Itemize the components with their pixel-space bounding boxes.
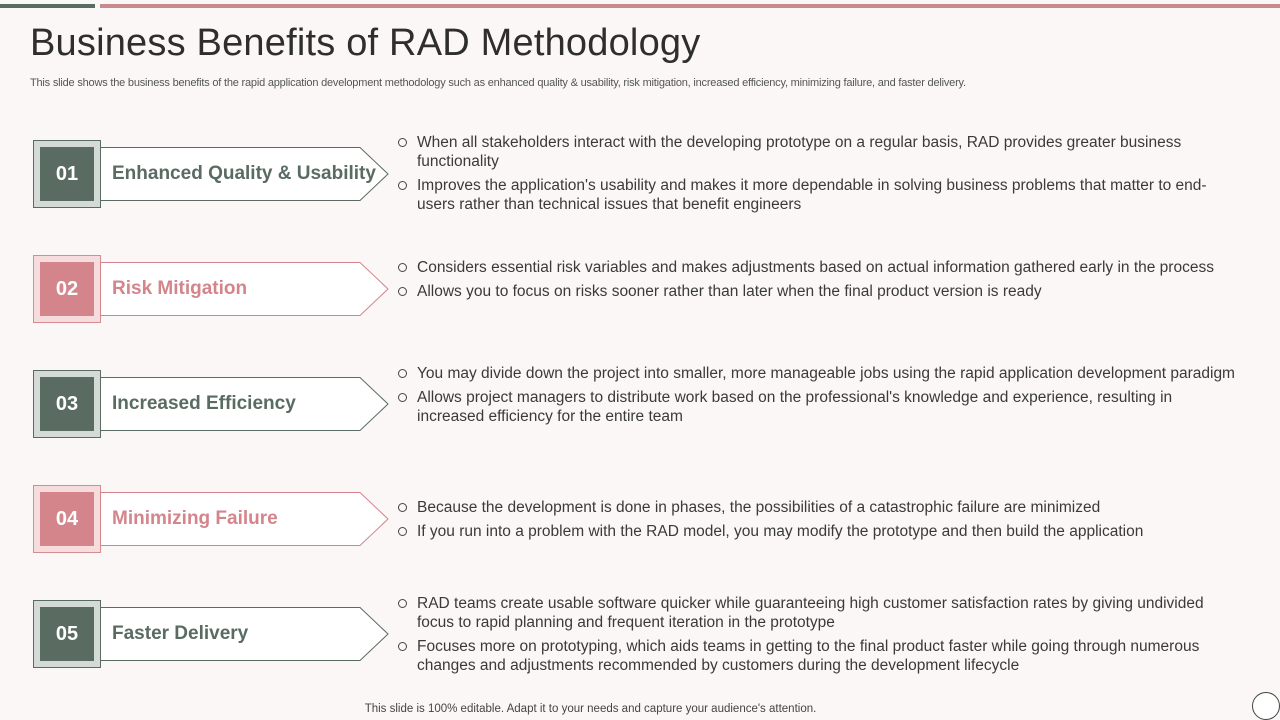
benefit-number: 05	[40, 607, 94, 661]
bullet-item: If you run into a problem with the RAD model, you may modify the prototype and then build the application	[398, 522, 1238, 541]
benefit-bullet-list	[398, 594, 1238, 680]
benefit-label: Minimizing Failure	[112, 508, 278, 529]
bullet-item: When all stakeholders interact with the developing prototype on a regular basis, RAD provides greater business functionality	[398, 133, 1238, 171]
bullet-circle-icon	[398, 287, 407, 296]
bullet-circle-icon	[398, 263, 407, 272]
page-title: Business Benefits of RAD Methodology	[30, 22, 701, 64]
benefit-bullet-list	[398, 133, 1238, 219]
bullet-item: RAD teams create usable software quicker while guaranteeing high customer satisfaction rates by giving undivided focus to rapid planning and frequent iteration in the prototype	[398, 594, 1238, 632]
benefit-label: Faster Delivery	[112, 623, 249, 644]
benefit-label: Enhanced Quality & Usability	[112, 163, 376, 184]
top-accent-bar-dark	[0, 4, 95, 8]
benefit-number-box	[33, 140, 101, 208]
benefit-number: 03	[40, 377, 94, 431]
bullet-circle-icon	[398, 527, 407, 536]
bullet-circle-icon	[398, 642, 407, 651]
benefit-number: 01	[40, 147, 94, 201]
bullet-item: Improves the application's usability and makes it more dependable in solving business problems that matter to end-users rather than technical issues that benefit engineers	[398, 176, 1238, 214]
bullet-item: Focuses more on prototyping, which aids teams in getting to the final product faster while going through numerous changes and adjustments recommended by customers during the development lifecycle	[398, 637, 1238, 675]
benefit-number: 04	[40, 492, 94, 546]
page-subtitle: This slide shows the business benefits of the rapid application development methodology such as enhanced quality & usability, risk mitigation, increased efficiency, minimizing failure, and faster delivery.	[30, 77, 966, 89]
footer-note	[0, 703, 1280, 715]
footer-text: This slide is 100% editable. Adapt it to your needs and capture your audience's attention.	[364, 703, 817, 715]
benefit-number-box	[33, 370, 101, 438]
benefit-number-box	[33, 600, 101, 668]
benefit-bullet-list	[398, 498, 1238, 546]
benefit-bullet-list	[398, 364, 1238, 431]
benefit-label: Increased Efficiency	[112, 393, 296, 414]
bullet-item: You may divide down the project into smaller, more manageable jobs using the rapid application development paradigm	[398, 364, 1238, 383]
bullet-circle-icon	[398, 599, 407, 608]
top-accent-bar-pink	[100, 4, 1280, 8]
bullet-circle-icon	[398, 503, 407, 512]
bullet-circle-icon	[398, 181, 407, 190]
bullet-circle-icon	[398, 369, 407, 378]
benefit-number-box	[33, 255, 101, 323]
bullet-item: Because the development is done in phases, the possibilities of a catastrophic failure are minimized	[398, 498, 1238, 517]
benefit-number-box	[33, 485, 101, 553]
bullet-item: Allows project managers to distribute work based on the professional's knowledge and experience, resulting in increased efficiency for the entire team	[398, 388, 1238, 426]
bullet-item: Considers essential risk variables and makes adjustments based on actual information gathered early in the process	[398, 258, 1238, 277]
benefit-bullet-list	[398, 258, 1238, 306]
benefit-number: 02	[40, 262, 94, 316]
bullet-circle-icon	[398, 393, 407, 402]
bullet-item: Allows you to focus on risks sooner rather than later when the final product version is ready	[398, 282, 1238, 301]
corner-circle-icon	[1252, 692, 1280, 720]
benefit-label: Risk Mitigation	[112, 278, 248, 299]
bullet-circle-icon	[398, 138, 407, 147]
